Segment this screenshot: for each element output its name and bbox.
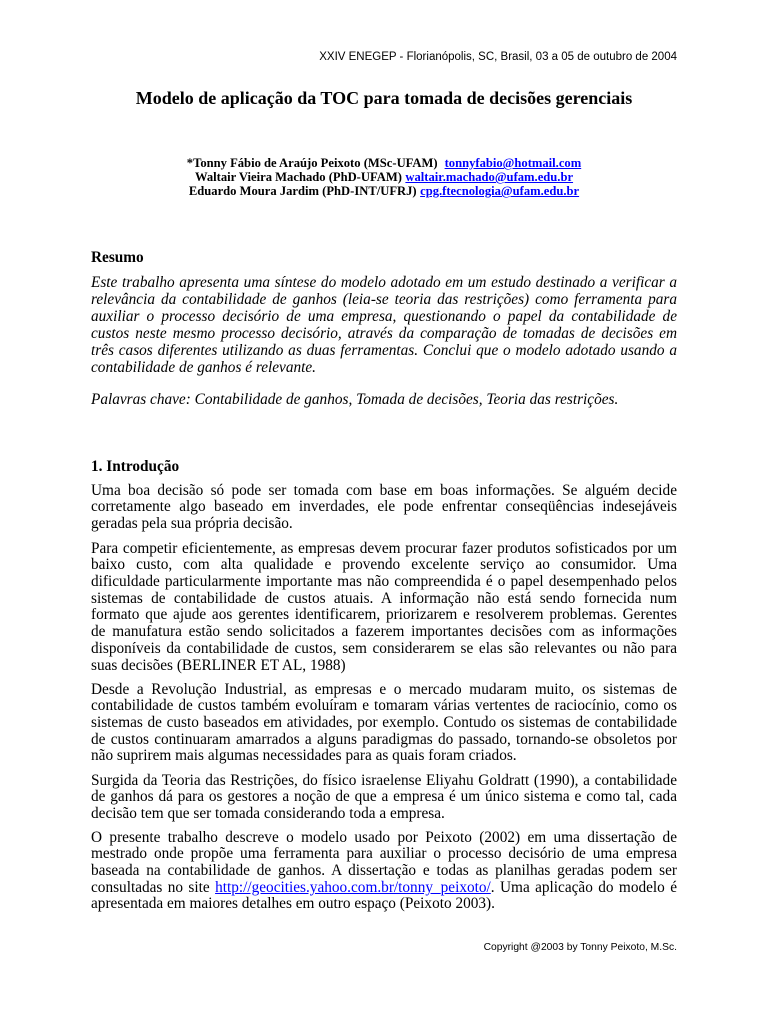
paragraph-line: sistemas de contabilidade de custos atuais. A informação não está sendo fornecida num [91,589,677,607]
website-link[interactable]: http://geocities.yahoo.com.br/tonny_peixoto/ [215,878,491,896]
author-email-link[interactable]: cpg.ftecnologia@ufam.edu.br [420,184,580,198]
abstract-line: Este trabalho apresenta uma síntese do modelo adotado em um estudo destinado a verificar a [91,273,677,291]
paragraph-line: formato que ajude aos gerentes identificarem, priorizarem e resolverem problemas. Gerentes [91,606,677,624]
copyright-footer: Copyright @2003 by Tonny Peixoto, M.Sc. [483,942,677,953]
abstract-line: contabilidade de ganhos é relevante. [91,358,317,376]
paragraph-line: O presente trabalho descreve o modelo usado por Peixoto (2002) em uma dissertação de [91,828,677,846]
keywords-line: Palavras chave: Contabilidade de ganhos, Tomada de decisões, Teoria das restrições. [91,390,619,408]
intro-paragraph-4 [91,773,677,823]
abstract-line: três casos diferentes utilizando as duas ferramentas. Conclui que o modelo adotado usando a [91,341,677,359]
author-line [0,184,768,198]
author-list [0,156,768,198]
paragraph-line: contabilidade de custos também evoluíram e tomaram várias vertentes de raciocínio, como os [91,697,677,715]
paragraph-line: Para competir eficientemente, as empresas devem procurar fazer produtos sofisticados por um [91,539,677,557]
abstract-heading: Resumo [91,248,144,266]
conference-header: XXIV ENEGEP - Florianópolis, SC, Brasil, 03 a 05 de outubro de 2004 [319,51,677,63]
keywords [91,391,677,408]
paragraph-line: decisão tem que ser tomada considerando toda a empresa. [91,805,445,822]
paragraph-line: baseada na contabilidade de ganhos. A dissertação e todas as planilhas geradas podem ser [91,862,677,879]
paragraph-line: geradas pela sua própria decisão. [91,515,293,532]
author-email-link[interactable]: waltair.machado@ufam.edu.br [405,170,574,184]
paragraph-line: mestrado onde propõe uma ferramenta para auxiliar o processo decisório de uma empresa [91,845,677,863]
intro-paragraph-1 [91,483,677,533]
paragraph-line: Surgida da Teoria das Restrições, do físico israelense Eliyahu Goldratt (1990), a contabilidade [91,771,677,789]
author-name: Eduardo Moura Jardim (PhD-INT/UFRJ) [188,184,417,198]
paragraph-line: corretamente algo baseado em inverdades, ele pode enfrentar conseqüências indesejáveis [91,498,677,516]
abstract-text [91,274,677,376]
paragraph-line: apresentada em maiores detalhes em outro espaço (Peixoto 2003). [91,895,495,913]
author-line [0,170,768,184]
abstract-line: relevância da contabilidade de ganhos (leia-se teoria das restrições) como ferramenta para [91,290,677,308]
paragraph-line: de custos continuaram amarrados a alguns paradigmas do passado, tornando-se obsoletos por [91,730,677,748]
author-email-link[interactable]: tonnyfabio@hotmail.com [444,156,582,170]
paragraph-line: de manufatura estão sendo solicitados a fazerem importantes decisões com as informações [91,623,677,641]
paper-title: Modelo de aplicação da TOC para tomada de decisões gerenciais [135,88,633,108]
paragraph-line: não suprirem mais algumas necessidades para as quais foram criados. [91,747,517,765]
paragraph-line [91,880,677,897]
intro-paragraph-2 [91,541,677,675]
section-heading-introduction: 1. Introdução [91,458,180,475]
link-line-prefix: consultadas no site [91,878,216,896]
paragraph-line: suas decisões (BERLINER ET AL, 1988) [91,656,346,674]
paragraph-line: disponíveis da contabilidade de custos, sem considerarem se elas são relevantes ou não para [91,639,677,657]
paragraph-line: sistemas de custo baseados em atividades, por exemplo. Contudo os sistemas de contabilidade [91,714,677,731]
paragraph-line: de ganhos dá para os gestores a noção de que a empresa é um único sistema e como tal, cada [91,788,677,806]
intro-paragraph-5 [91,830,677,914]
abstract-line: custos neste mesmo processo decisório, através da comparação de tomadas de decisões em [91,324,677,342]
paragraph-line: dificuldade particularmente importante mas não compreendida é o papel desempenhado pelos [91,573,677,590]
paragraph-line: baixo custo, com alta qualidade e provendo excelente serviço ao consumidor. Uma [91,556,677,574]
link-line-suffix: . Uma aplicação do modelo é [490,878,677,896]
paragraph-line: Uma boa decisão só pode ser tomada com base em boas informações. Se alguém decide [91,481,677,499]
abstract-line: auxiliar o processo decisório de uma empresa, questionando o papel da contabilidade de [91,307,677,325]
author-name: *Tonny Fábio de Araújo Peixoto (MSc-UFAM) [186,156,438,170]
paragraph-line: Desde a Revolução Industrial, as empresas e o mercado mudaram muito, os sistemas de [91,680,677,698]
author-name: Waltair Vieira Machado (PhD-UFAM) [194,170,402,184]
intro-paragraph-3 [91,682,677,766]
author-line [0,156,768,170]
